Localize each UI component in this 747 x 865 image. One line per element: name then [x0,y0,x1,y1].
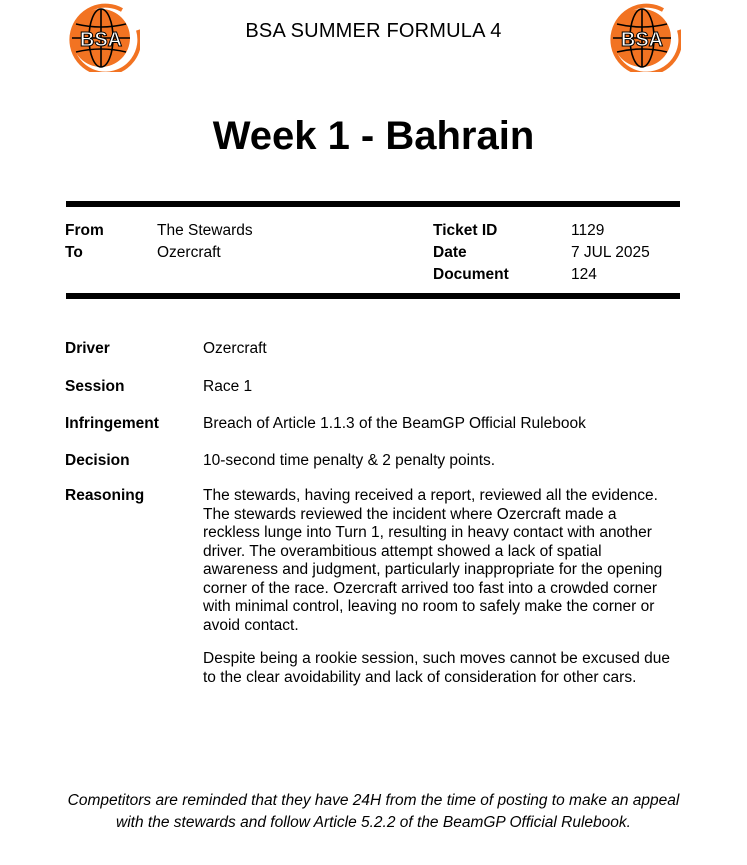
meta-right-labels [433,220,509,286]
reasoning-text [203,487,673,702]
appeal-notice: Competitors are reminded that they have 24H from the time of posting to make an appeal with the stewards and follow Article 5.2.2 of the BeamGP Official Rulebook. [67,792,680,831]
driver-label: Driver [65,340,110,357]
ticket-id-value: 1129 [571,222,605,239]
decision-label: Decision [65,452,130,469]
meta-left-values [157,220,253,264]
document-label: Document [433,266,509,283]
infringement-label: Infringement [65,415,159,432]
document-title: Week 1 - Bahrain [212,114,535,158]
meta-left-labels [65,220,104,264]
to-label: To [65,244,83,261]
bsa-logo [605,2,681,72]
session-label: Session [65,378,125,395]
reasoning-label: Reasoning [65,487,145,504]
divider-bottom [66,293,680,299]
session-value: Race 1 [203,378,253,395]
divider-top [66,201,680,207]
driver-value: Ozercraft [203,340,267,357]
meta-right-values [571,220,650,286]
date-value: 7 JUL 2025 [571,244,650,261]
series-title: BSA SUMMER FORMULA 4 [245,20,502,42]
reasoning-paragraph: The stewards, having received a report, reviewed all the evidence. The stewards reviewed the incident where Ozercraft made a reckless lunge into Turn 1, resulting in heavy contact with another driver. The overambitious attempt showed a lack of spatial awareness and judgment, particularly inappropriate for the opening corner of the race. Ozercraft arrived too fast into a crowded corner with minimal control, leaving no room to safely make the corner or avoid contact. [203,487,663,634]
infringement-value: Breach of Article 1.1.3 of the BeamGP Official Rulebook [203,415,586,432]
from-value: The Stewards [157,222,253,239]
date-label: Date [433,244,467,261]
document-number-value: 124 [571,266,597,283]
bsa-logo-text: BSA [79,29,123,51]
ticket-id-label: Ticket ID [433,222,498,239]
decision-value: 10-second time penalty & 2 penalty points. [203,452,496,469]
bsa-logo-text: BSA [620,29,664,51]
from-label: From [65,222,104,239]
reasoning-paragraph: Despite being a rookie session, such moves cannot be excused due to the clear avoidability and lack of consideration for other cars. [203,650,671,686]
to-value: Ozercraft [157,244,221,261]
